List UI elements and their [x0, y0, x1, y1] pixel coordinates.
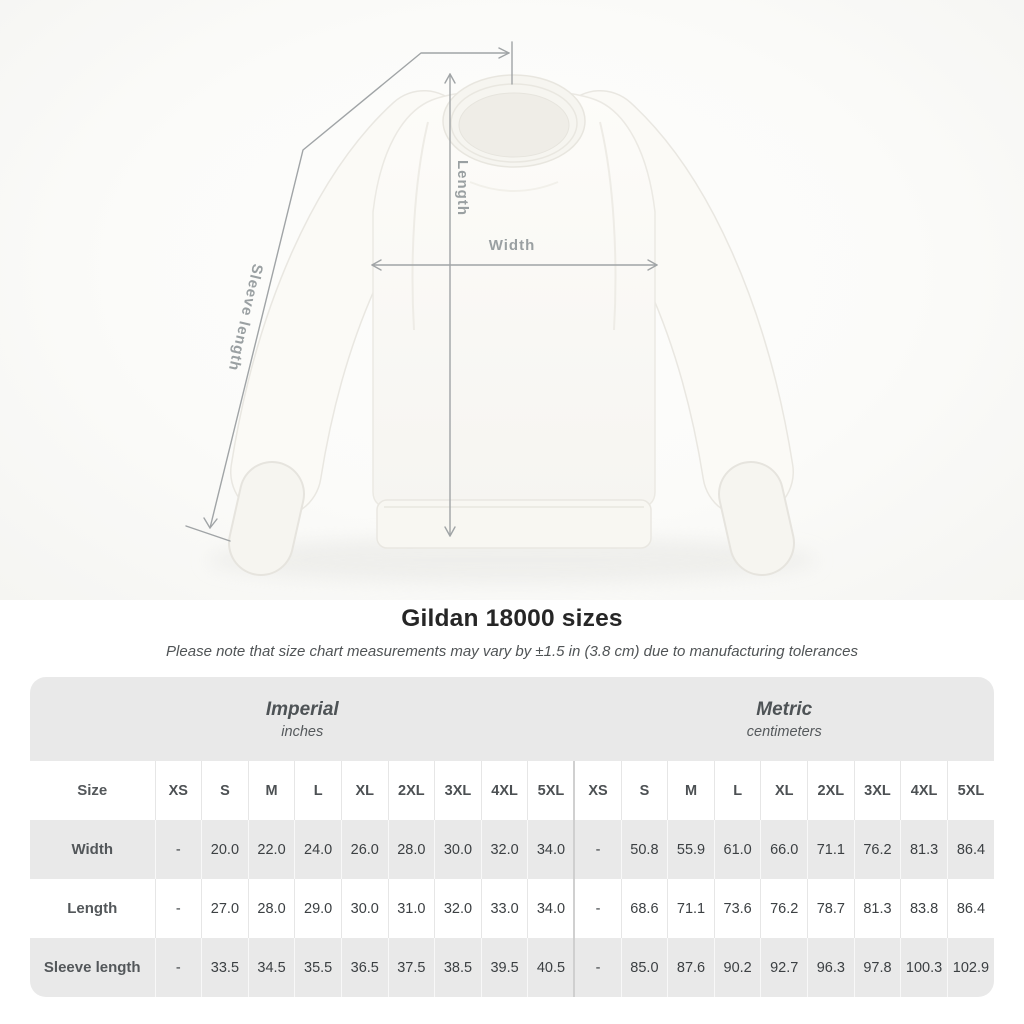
imperial-label: Imperial	[265, 698, 339, 720]
imperial-value: 35.5	[295, 938, 342, 997]
metric-size-3xl: 3XL	[854, 761, 901, 820]
imperial-value: 28.0	[248, 879, 295, 938]
collar	[443, 75, 585, 167]
metric-label: Metric	[756, 698, 813, 720]
imperial-size-m: M	[248, 761, 295, 820]
imperial-value: -	[155, 938, 202, 997]
metric-value: 100.3	[901, 938, 948, 997]
imperial-value: 34.0	[528, 820, 575, 879]
imperial-value: 27.0	[202, 879, 249, 938]
imperial-value: 34.0	[528, 879, 575, 938]
waistband	[377, 500, 651, 548]
imperial-value: 26.0	[341, 820, 388, 879]
metric-value: 81.3	[901, 820, 948, 879]
metric-size-l: L	[714, 761, 761, 820]
tolerance-note: Please note that size chart measurements may vary by ±1.5 in (3.8 cm) due to manufacturing tolerances	[166, 643, 858, 660]
width-label: Width	[488, 237, 536, 254]
imperial-value: 33.5	[202, 938, 249, 997]
metric-value: 81.3	[854, 879, 901, 938]
imperial-size-xl: XL	[341, 761, 388, 820]
metric-size-xl: XL	[761, 761, 808, 820]
length-label: Length	[454, 160, 471, 216]
metric-value: -	[574, 879, 621, 938]
size-column-header: Size	[77, 782, 108, 799]
unit-header-band	[30, 677, 994, 761]
imperial-value: 30.0	[341, 879, 388, 938]
imperial-unit: inches	[281, 723, 324, 740]
imperial-size-xs: XS	[155, 761, 202, 820]
metric-value: 92.7	[761, 938, 808, 997]
imperial-value: -	[155, 820, 202, 879]
imperial-size-4xl: 4XL	[481, 761, 528, 820]
imperial-size-l: L	[295, 761, 342, 820]
imperial-size-2xl: 2XL	[388, 761, 435, 820]
metric-size-m: M	[668, 761, 715, 820]
imperial-size-3xl: 3XL	[435, 761, 482, 820]
imperial-value: 36.5	[341, 938, 388, 997]
row-label: Width	[71, 841, 113, 858]
metric-value: 66.0	[761, 820, 808, 879]
metric-header	[575, 677, 995, 761]
metric-value: 83.8	[901, 879, 948, 938]
imperial-value: 37.5	[388, 938, 435, 997]
metric-value: 71.1	[668, 879, 715, 938]
size-table-body	[30, 761, 994, 997]
imperial-value: 22.0	[248, 820, 295, 879]
row-length	[30, 879, 994, 938]
metric-value: 90.2	[714, 938, 761, 997]
metric-size-4xl: 4XL	[901, 761, 948, 820]
metric-value: 76.2	[854, 820, 901, 879]
imperial-value: 32.0	[481, 820, 528, 879]
metric-size-s: S	[621, 761, 668, 820]
metric-value: 76.2	[761, 879, 808, 938]
imperial-value: 30.0	[435, 820, 482, 879]
imperial-value: 24.0	[295, 820, 342, 879]
imperial-header	[30, 677, 575, 761]
size-table	[30, 761, 994, 997]
imperial-value: 32.0	[435, 879, 482, 938]
imperial-value: 20.0	[202, 820, 249, 879]
metric-value: -	[574, 938, 621, 997]
metric-size-5xl: 5XL	[947, 761, 994, 820]
metric-value: -	[574, 820, 621, 879]
metric-value: 96.3	[808, 938, 855, 997]
row-label: Sleeve length	[43, 959, 141, 976]
imperial-value: 34.5	[248, 938, 295, 997]
metric-value: 61.0	[714, 820, 761, 879]
metric-value: 55.9	[668, 820, 715, 879]
metric-value: 86.4	[947, 820, 994, 879]
imperial-value: 38.5	[435, 938, 482, 997]
imperial-value: 39.5	[481, 938, 528, 997]
size-chart-title: Gildan 18000 sizes	[401, 605, 623, 632]
imperial-value: 31.0	[388, 879, 435, 938]
metric-value: 68.6	[621, 879, 668, 938]
imperial-size-5xl: 5XL	[528, 761, 575, 820]
metric-value: 97.8	[854, 938, 901, 997]
metric-size-2xl: 2XL	[808, 761, 855, 820]
imperial-value: -	[155, 879, 202, 938]
metric-value: 85.0	[621, 938, 668, 997]
row-sleeve-length	[30, 938, 994, 997]
row-label: Length	[67, 900, 118, 917]
metric-value: 78.7	[808, 879, 855, 938]
metric-value: 102.9	[947, 938, 994, 997]
row-width	[30, 820, 994, 879]
sleeve-length-label: Sleeve length	[224, 262, 266, 373]
metric-value: 73.6	[714, 879, 761, 938]
metric-value: 71.1	[808, 820, 855, 879]
imperial-value: 28.0	[388, 820, 435, 879]
metric-value: 87.6	[668, 938, 715, 997]
metric-value: 86.4	[947, 879, 994, 938]
imperial-value: 29.0	[295, 879, 342, 938]
metric-unit: centimeters	[746, 723, 822, 740]
imperial-size-s: S	[202, 761, 249, 820]
size-header-row	[30, 761, 994, 820]
size-table-panel	[30, 677, 994, 997]
metric-value: 50.8	[621, 820, 668, 879]
metric-size-xs: XS	[574, 761, 621, 820]
imperial-value: 40.5	[528, 938, 575, 997]
imperial-value: 33.0	[481, 879, 528, 938]
